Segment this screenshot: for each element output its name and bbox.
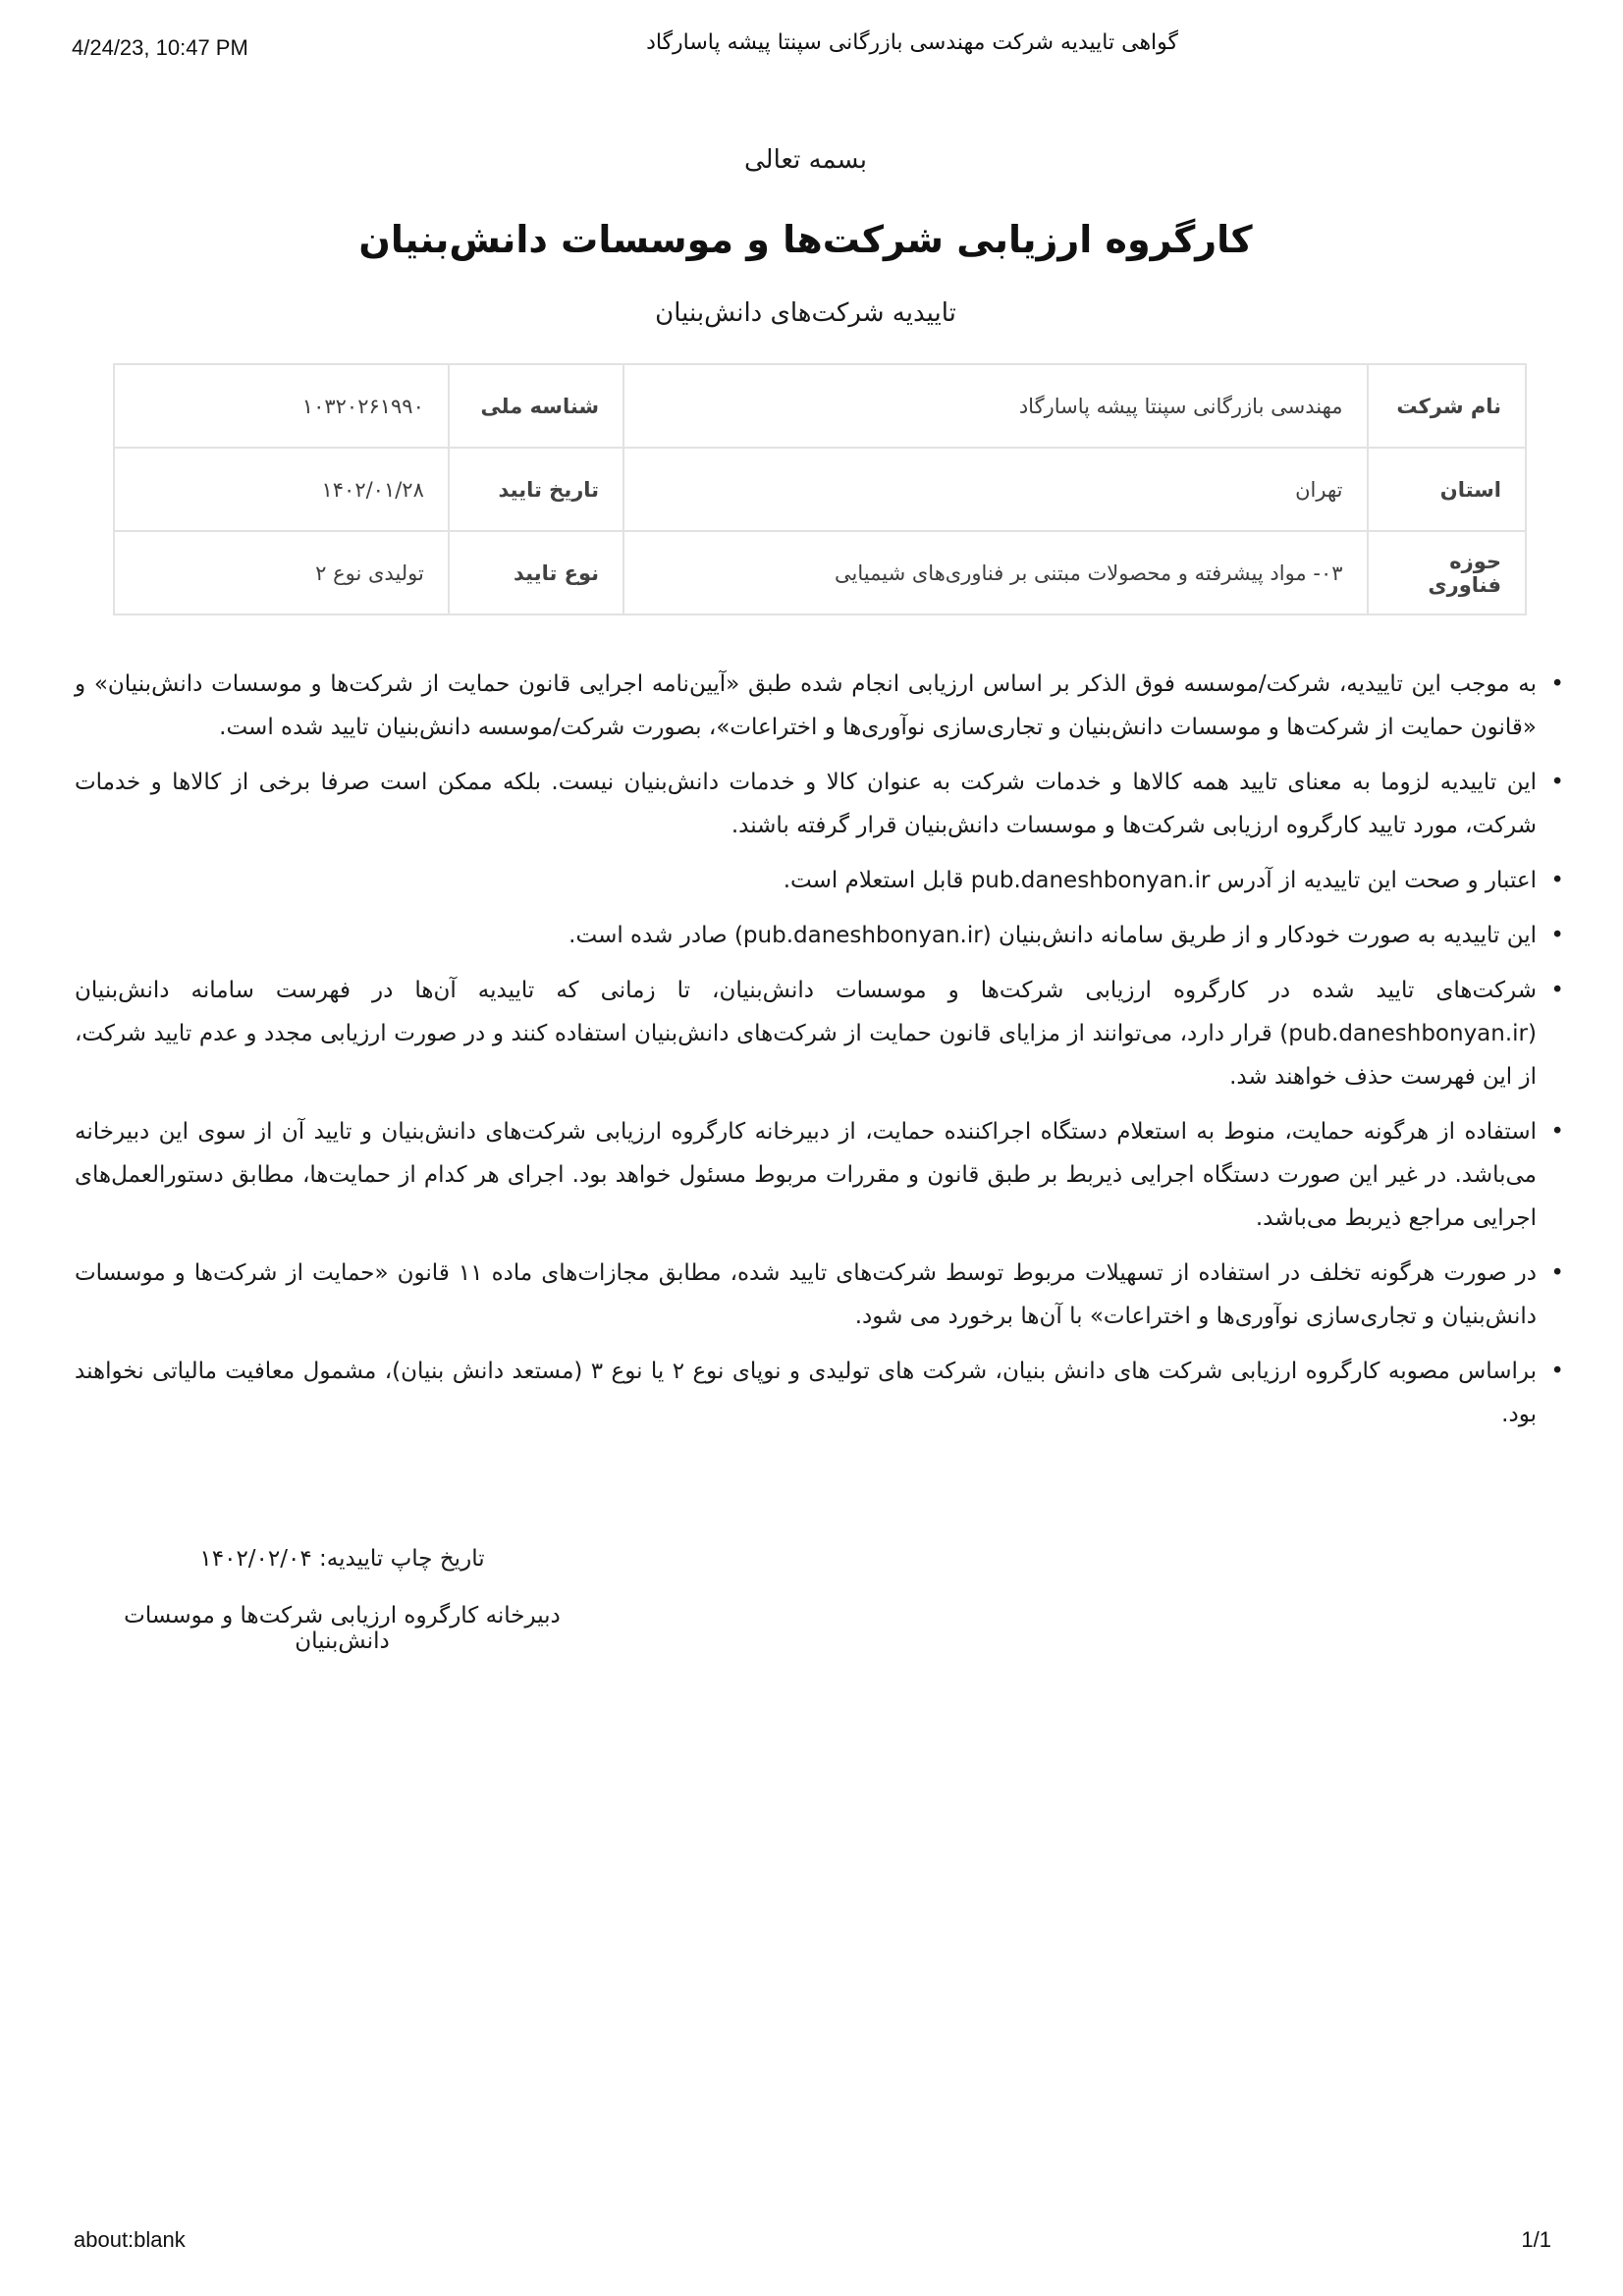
bullet-item-3: • اعتبار و صحت این تاییدیه از آدرس pub.daneshbonyan.ir قابل استعلام است. (75, 859, 1537, 902)
technology-field-label: حوزه فناوری (1368, 531, 1527, 614)
bullet-item-5: • شرکت‌های تایید شده در کارگروه ارزیابی شرکت‌ها و موسسات دانش‌بنیان، تا زمانی که تاییدیه آن‌ها در فهرست سامانه دانش‌بنیان (pub.daneshbonyan.ir) قرار دارد، می‌توانند از مزایای قانون حمایت از شرکت‌های دانش‌بنیان استفاده کنند و در صورت ارزیابی مجدد و عدم تایید شرکت، از این فهرست حذف خواهند شد. (75, 969, 1537, 1098)
print-header-document-title: گواهی تاییدیه شرکت مهندسی بازرگانی سپنتا پیشه پاسارگاد (646, 30, 1178, 55)
approval-date-value: ۱۴۰۲/۰۱/۲۸ (114, 448, 449, 531)
signature-block (75, 1546, 610, 1654)
approval-date-label: تاریخ تایید (449, 448, 623, 531)
table-row-company (114, 364, 1526, 448)
besmele-line: بسمه تعالی (744, 145, 867, 175)
bullet-item-7: • در صورت هرگونه تخلف در استفاده از تسهیلات مربوط توسط شرکت‌های تایید شده، مطابق مجازات‌های ماده ۱۱ قانون «حمایت از شرکت‌ها و موسسات دانش‌بنیان و تجاری‌سازی نوآوری‌ها و اختراعات» با آن‌ها برخورد می شود. (75, 1252, 1537, 1338)
print-footer-page-number: 1/1 (1521, 2227, 1551, 2252)
table-row-technology-field (114, 531, 1526, 614)
company-name-value: مهندسی بازرگانی سپنتا پیشه پاسارگاد (623, 364, 1367, 448)
approval-type-value: تولیدی نوع ۲ (114, 531, 449, 614)
technology-field-value: ۰۳- مواد پیشرفته و محصولات مبتنی بر فناوری‌های شیمیایی (623, 531, 1367, 614)
approval-type-label: نوع تایید (449, 531, 623, 614)
document-subtitle: تاییدیه شرکت‌های دانش‌بنیان (655, 298, 956, 328)
print-footer-url: about:blank (74, 2227, 186, 2252)
bullet-item-2: • این تاییدیه لزوما به معنای تایید همه کالاها و خدمات شرکت به عنوان کالا و خدمات دانش‌بنیان نیست. بلکه ممکن است صرفا برخی از کالاها و خدمات شرکت، مورد تایید کارگروه ارزیابی شرکت‌ها و موسسات دانش‌بنیان قرار گرفته باشند. (75, 761, 1537, 847)
terms-bullet-list (75, 663, 1537, 1436)
bullet-item-6: • استفاده از هرگونه حمایت، منوط به استعلام دستگاه اجراکننده حمایت، از دبیرخانه کارگروه ارزیابی شرکت‌های دانش‌بنیان و تایید آن از سوی این دبیرخانه می‌باشد. در غیر این صورت دستگاه اجرایی ذیربط بر طبق قانون و مقررات مربوط مسئول خواهد بود. اجرای هر کدام از حمایت‌ها، مطابق دستورالعمل‌های اجرایی مراجع ذیربط می‌باشد. (75, 1110, 1537, 1240)
document-title: کارگروه ارزیابی شرکت‌ها و موسسات دانش‌بنیان (358, 218, 1253, 261)
province-value: تهران (623, 448, 1367, 531)
bullet-item-8: • براساس مصوبه کارگروه ارزیابی شرکت های دانش بنیان، شرکت های تولیدی و نوپای نوع ۲ یا نوع ۳ (مستعد دانش بنیان)، مشمول معافیت مالیاتی نخواهند بود. (75, 1350, 1537, 1436)
bullet-item-4: • این تاییدیه به صورت خودکار و از طریق سامانه دانش‌بنیان (pub.daneshbonyan.ir) صادر شده است. (75, 914, 1537, 957)
bullet-item-1: • به موجب این تاییدیه، شرکت/موسسه فوق الذکر بر اساس ارزیابی انجام شده طبق «آیین‌نامه اجرایی قانون حمایت از شرکت‌ها و موسسات دانش‌بنیان» و «قانون حمایت از شرکت‌ها و موسسات دانش‌بنیان و تجاری‌سازی نوآوری‌ها و اختراعات»، بصورت شرکت/موسسه دانش‌بنیان تایید شده است. (75, 663, 1537, 749)
certificate-info-table (113, 363, 1527, 615)
certificate-print-date: تاریخ چاپ تاییدیه: ۱۴۰۲/۰۲/۰۴ (199, 1546, 485, 1572)
company-name-label: نام شرکت (1368, 364, 1527, 448)
print-header-datetime: 4/24/23, 10:47 PM (72, 35, 248, 60)
certificate-document (75, 0, 1537, 1654)
national-id-value: ۱۰۳۲۰۲۶۱۹۹۰ (114, 364, 449, 448)
secretariat-line: دبیرخانه کارگروه ارزیابی شرکت‌ها و موسسات دانش‌بنیان (124, 1603, 561, 1654)
table-row-province (114, 448, 1526, 531)
province-label: استان (1368, 448, 1527, 531)
national-id-label: شناسه ملی (449, 364, 623, 448)
